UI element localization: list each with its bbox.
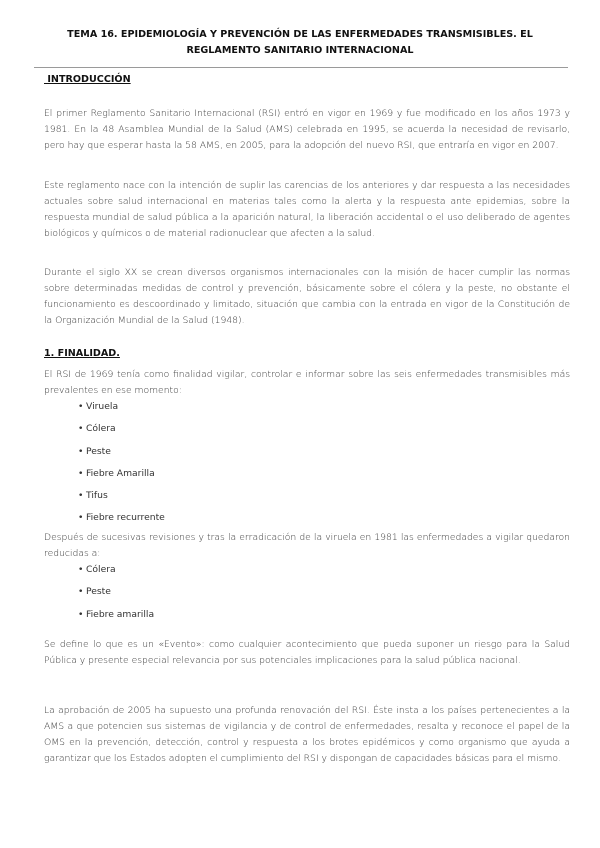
bullet: • <box>78 490 84 502</box>
intro-paragraph-1: El primer Reglamento Sanitario Internacional (RSI) entró en vigor en 1969 y fue modificado en los años 1973 y 1981. En la 48 Asamblea Mundial de la Salud (AMS) celebrada en 1995, se acuerda la necesidad de revisarlo, pero hay que esperar hasta la 58 AMS, en 2005, para la adopción del nuevo RSI, que entraría en vigor en 2007. <box>44 108 570 151</box>
list-item-label: Viruela <box>86 401 119 412</box>
list-item-label: Fiebre amarilla <box>86 608 155 620</box>
bullet: • <box>78 608 84 620</box>
list-item-label: Peste <box>86 445 111 457</box>
disease-list-reduced <box>78 562 154 629</box>
list-item-label: Fiebre recurrente <box>86 512 165 524</box>
bullet: • <box>78 401 84 412</box>
list-item <box>78 607 154 629</box>
bullet: • <box>78 512 84 524</box>
list-item <box>78 466 165 488</box>
list-item-label: Cólera <box>86 564 116 575</box>
document-title: TEMA 16. EPIDEMIOLOGÍA Y PREVENCIÓN DE LAS ENFERMEDADES TRANSMISIBLES. EL REGLAMENTO SANITARIO INTERNACIONAL <box>67 29 533 56</box>
list-item <box>78 399 165 421</box>
list-item-label: Fiebre Amarilla <box>86 467 155 479</box>
list-item <box>78 488 165 510</box>
finalidad-paragraph-3: Se define lo que es un «Evento»: como cualquier acontecimiento que pueda suponer un riesgo para la Salud Pública y presente especial relevancia por sus potenciales implicaciones para la salud pública nacional. <box>44 639 570 666</box>
list-item <box>78 444 165 466</box>
list-item-label: Cólera <box>86 423 116 435</box>
list-item <box>78 562 154 584</box>
finalidad-paragraph-1: El RSI de 1969 tenía como finalidad vigilar, controlar e informar sobre las seis enfermedades transmisibles más prevalentes en ese momento: <box>44 369 570 396</box>
bullet: • <box>78 445 84 457</box>
disease-list-1969 <box>78 399 165 533</box>
section-heading-finalidad: 1. FINALIDAD. <box>44 348 120 359</box>
finalidad-paragraph-4: La aprobación de 2005 ha supuesto una profunda renovación del RSI. Éste insta a los países pertenecientes a la AMS a que potencien sus sistemas de vigilancia y de control de enfermedades, resalta y reconoce el papel de la OMS en la prevención, detección, control y respuesta a los brotes epidémicos y como organismo que ayuda a garantizar que los Estados adopten el cumplimiento del RSI y dispongan de capacidades básicas para el mismo. <box>44 705 570 764</box>
bullet: • <box>78 564 84 575</box>
list-item <box>78 421 165 443</box>
list-item-label: Tifus <box>86 490 108 502</box>
bullet: • <box>78 586 84 598</box>
section-heading-introduccion: INTRODUCCIÓN <box>44 74 131 85</box>
title-divider <box>34 67 568 68</box>
bullet: • <box>78 467 84 479</box>
list-item-label: Peste <box>86 586 111 598</box>
bullet: • <box>78 423 84 435</box>
intro-paragraph-2: Este reglamento nace con la intención de suplir las carencias de los anteriores y dar respuesta a las necesidades actuales sobre salud internacional en materias tales como la alerta y la respuesta ante epidemias, sobre la respuesta mundial de salud pública a la aparición natural, la liberación accidental o el uso deliberado de agentes biológicos y químicos o de material radionuclear que afecten a la salud. <box>44 180 570 239</box>
intro-paragraph-3: Durante el siglo XX se crean diversos organismos internacionales con la misión de hacer cumplir las normas sobre determinadas medidas de control y prevención, básicamente sobre el cólera y la peste, no obstante el funcionamiento es descoordinado y limitado, situación que cambia con la entrada en vigor de la Constitución de la Organización Mundial de la Salud (1948). <box>44 267 570 326</box>
list-item <box>78 584 154 606</box>
finalidad-paragraph-2: Después de sucesivas revisiones y tras la erradicación de la viruela en 1981 las enfermedades a vigilar quedaron reducidas a: <box>44 532 570 559</box>
